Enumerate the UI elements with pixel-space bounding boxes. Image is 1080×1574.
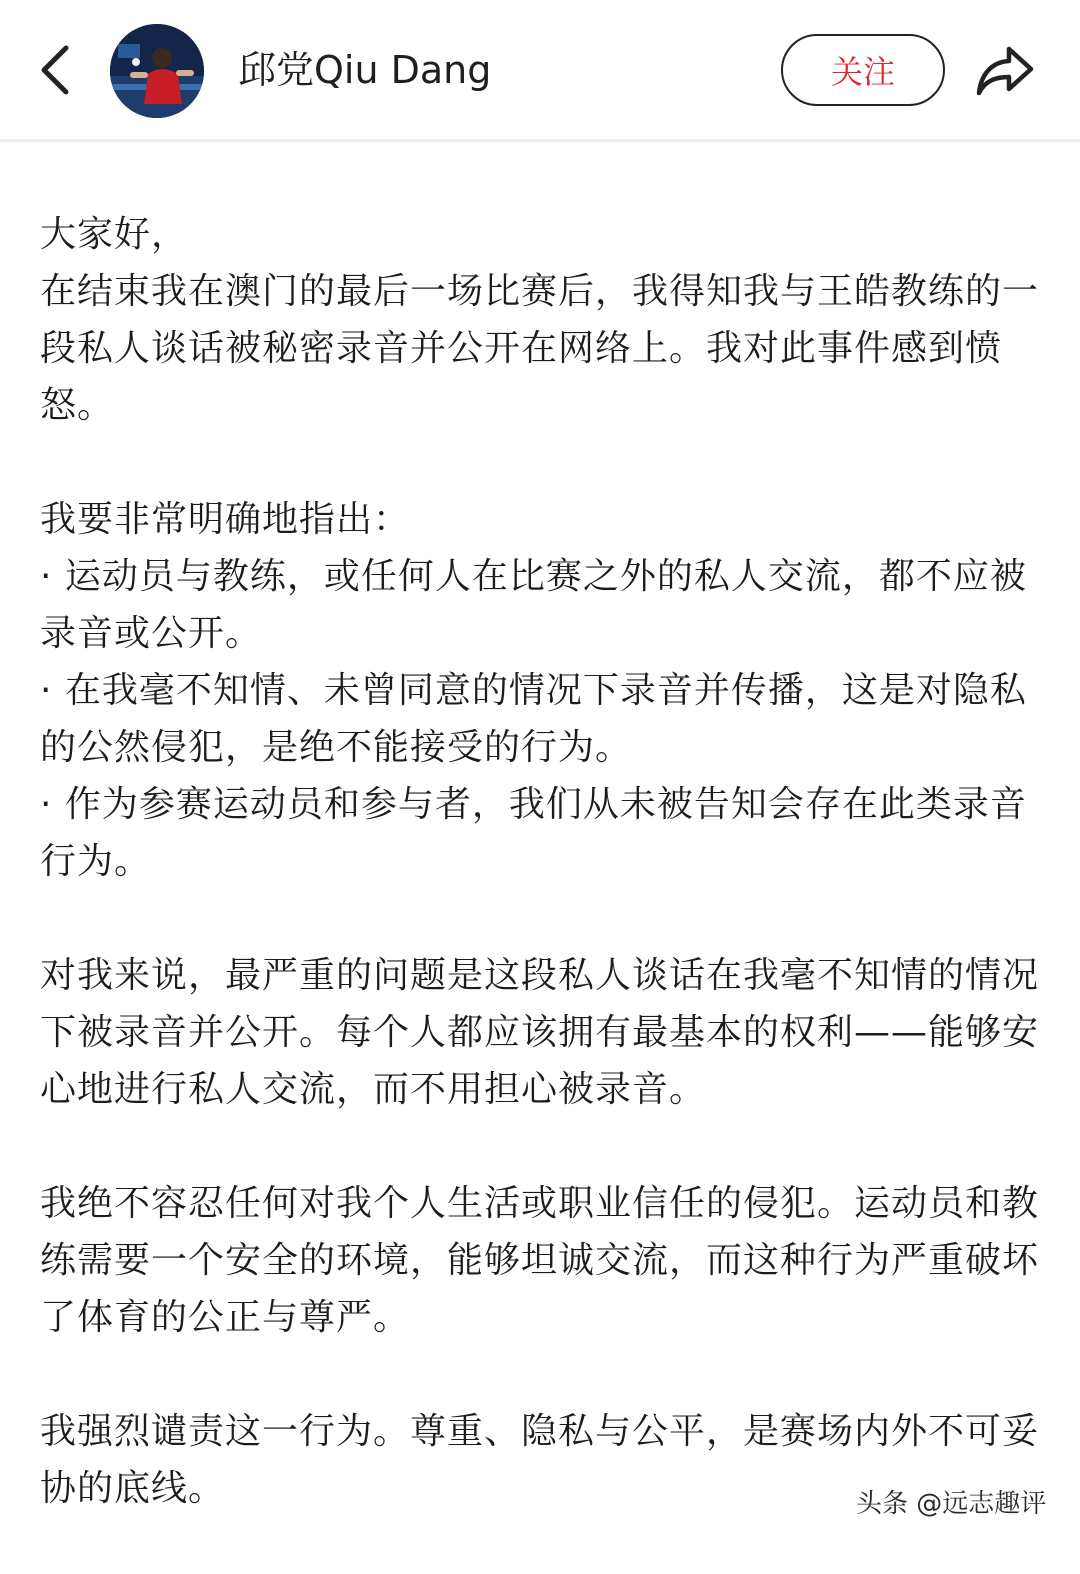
paragraph-greeting xyxy=(40,206,1040,434)
list-item: · 在我毫不知情、未曾同意的情况下录音并传播，这是对隐私的公然侵犯，是绝不能接受的行为。 xyxy=(40,670,1027,768)
back-button[interactable] xyxy=(30,40,80,100)
chevron-left-icon xyxy=(38,42,72,98)
follow-button[interactable]: 关注 xyxy=(781,34,945,106)
avatar[interactable] xyxy=(110,24,204,118)
paragraph-stance xyxy=(40,1175,1040,1346)
text-line: 对我来说，最严重的问题是这段私人谈话在我毫不知情的情况下被录音并公开。每个人都应该拥有最基本的权利——能够安心地进行私人交流，而不用担心被录音。 xyxy=(40,955,1040,1110)
share-arrow-icon xyxy=(975,45,1035,97)
text-line: 大家好， xyxy=(40,214,189,255)
share-button[interactable] xyxy=(970,38,1040,104)
text-line: 我强烈谴责这一行为。尊重、隐私与公平，是赛场内外不可妥协的底线。 xyxy=(40,1411,1040,1509)
text-line: 我绝不容忍任何对我个人生活或职业信任的侵犯。运动员和教练需要一个安全的环境，能够坦诚交流，而这种行为严重破坏了体育的公正与尊严。 xyxy=(40,1183,1040,1338)
avatar-photo xyxy=(110,24,204,118)
post-content xyxy=(40,206,1040,1574)
paragraph-points xyxy=(40,491,1040,890)
top-bar xyxy=(0,0,1080,142)
text-line: 在结束我在澳门的最后一场比赛后，我得知我与王皓教练的一段私人谈话被秘密录音并公开在网络上。我对此事件感到愤怒。 xyxy=(40,271,1040,426)
list-item: · 作为参赛运动员和参与者，我们从未被告知会存在此类录音行为。 xyxy=(40,784,1027,882)
list-item: · 运动员与教练，或任何人在比赛之外的私人交流，都不应被录音或公开。 xyxy=(40,556,1027,654)
paragraph-issue xyxy=(40,947,1040,1118)
username[interactable]: 邱党Qiu Dang xyxy=(238,48,492,92)
text-line: 我要非常明确地指出： xyxy=(40,499,411,540)
watermark: 头条 @远志趣评 xyxy=(856,1489,1047,1519)
